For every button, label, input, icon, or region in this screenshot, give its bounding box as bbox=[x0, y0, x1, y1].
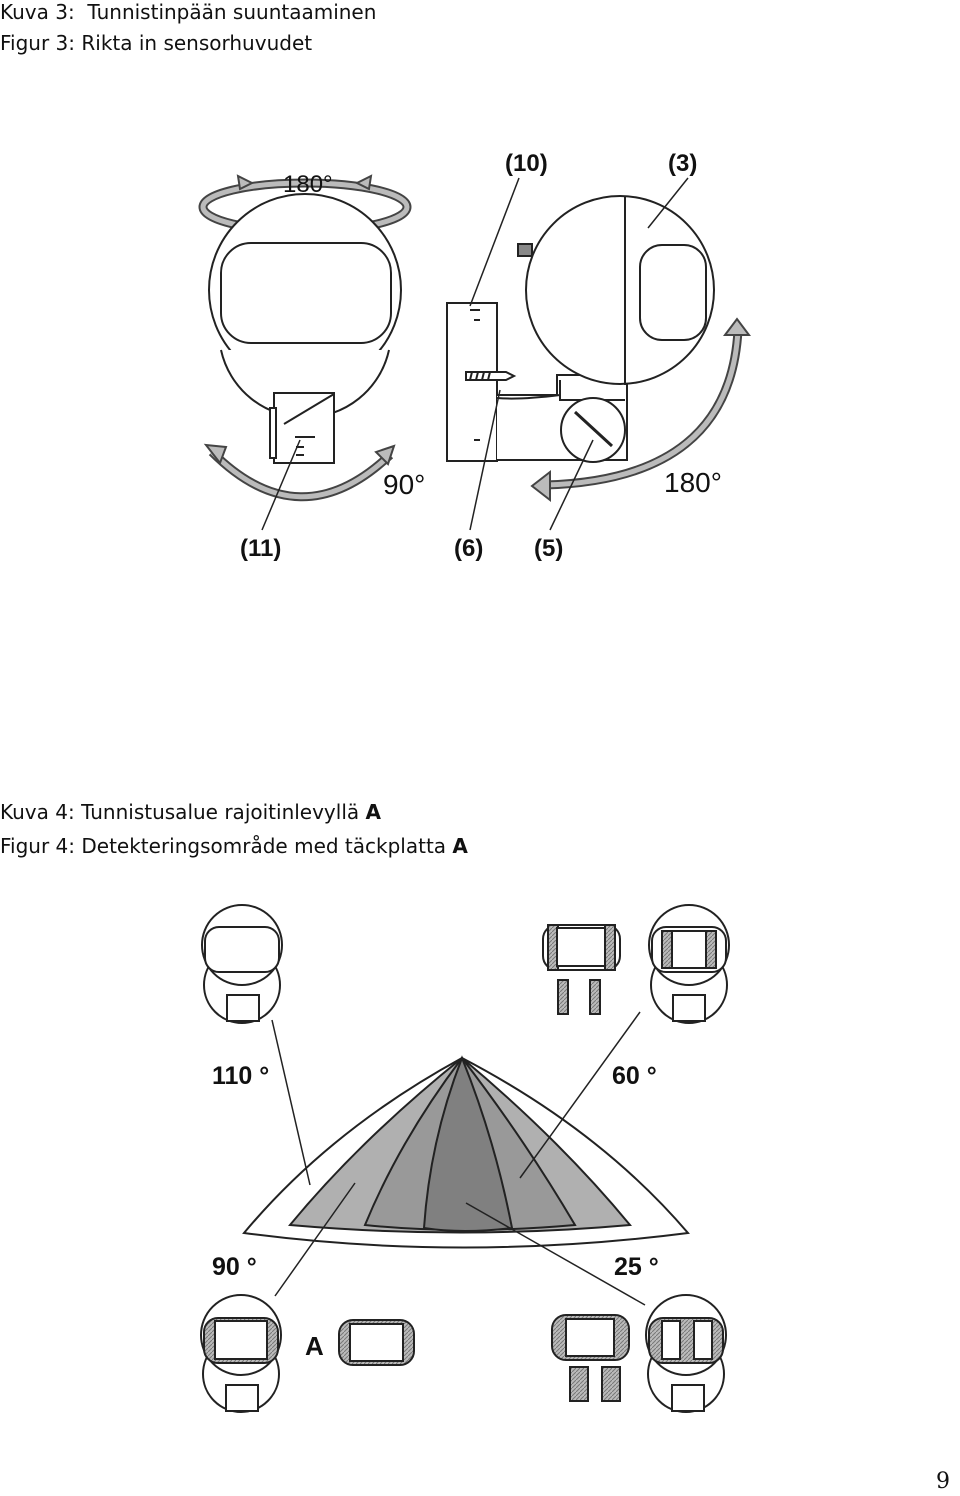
angle-label-110: 110 ° bbox=[212, 1062, 270, 1090]
figure4-caption-fi: Kuva 4: Tunnistusalue rajoitinlevyllä A bbox=[0, 800, 381, 824]
angle-label-top: 180° bbox=[283, 171, 333, 198]
figure4-caption-sv: Figur 4: Detekteringsområde med täckplatta A bbox=[0, 834, 468, 858]
angle-label-60: 60 ° bbox=[612, 1062, 657, 1090]
angle-label-90: 90° bbox=[383, 469, 426, 500]
callout-6: (6) bbox=[454, 535, 484, 562]
page-number: 9 bbox=[936, 1469, 950, 1494]
angle-label-right: 180° bbox=[664, 467, 722, 498]
figure4-illustration bbox=[0, 880, 960, 1440]
figure3-illustration bbox=[0, 0, 960, 600]
callout-3: (3) bbox=[668, 150, 698, 177]
plate-a-label: A bbox=[305, 1331, 324, 1361]
figure3-caption-sv: Figur 3: Rikta in sensorhuvudet bbox=[0, 31, 313, 55]
figure3-caption-fi: Kuva 3: Tunnistinpään suuntaaminen bbox=[0, 0, 377, 24]
angle-label-25: 25 ° bbox=[614, 1253, 659, 1281]
callout-11: (11) bbox=[240, 535, 282, 562]
callout-10: (10) bbox=[505, 150, 548, 177]
angle-label-90: 90 ° bbox=[212, 1253, 257, 1281]
callout-5: (5) bbox=[534, 535, 564, 562]
